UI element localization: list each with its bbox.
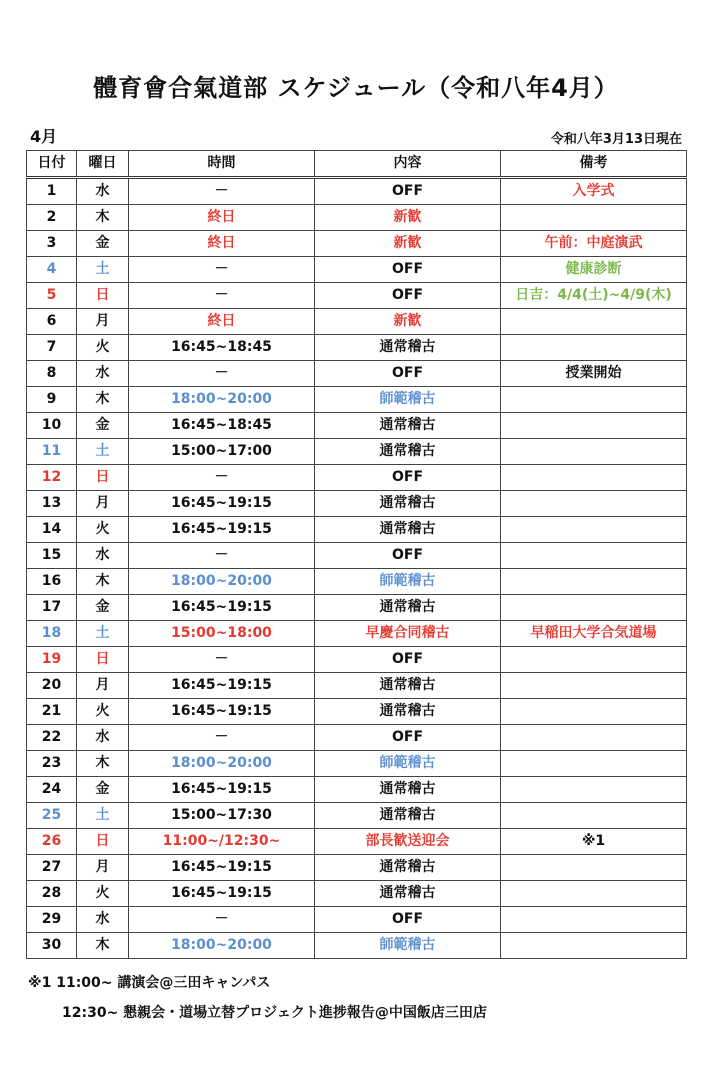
row-time: 16:45~19:15 <box>129 699 315 725</box>
row-date: 14 <box>27 517 77 543</box>
row-date: 26 <box>27 829 77 855</box>
row-time: － <box>129 283 315 309</box>
row-remarks <box>501 439 687 465</box>
row-time: － <box>129 465 315 491</box>
row-remarks: 健康診断 <box>501 257 687 283</box>
table-row <box>27 569 687 595</box>
row-remarks <box>501 387 687 413</box>
header-weekday: 曜日 <box>77 151 129 178</box>
row-content: 部長歓送迎会 <box>315 829 501 855</box>
header-date: 日付 <box>27 151 77 178</box>
row-remarks: 午前：中庭演武 <box>501 231 687 257</box>
row-time: 18:00~20:00 <box>129 387 315 413</box>
row-date: 23 <box>27 751 77 777</box>
table-row <box>27 803 687 829</box>
row-content: OFF <box>315 907 501 933</box>
row-remarks <box>501 465 687 491</box>
row-weekday: 金 <box>77 413 129 439</box>
row-time: － <box>129 361 315 387</box>
row-date: 15 <box>27 543 77 569</box>
row-weekday: 水 <box>77 907 129 933</box>
row-date: 25 <box>27 803 77 829</box>
row-date: 3 <box>27 231 77 257</box>
row-content: 通常稽古 <box>315 517 501 543</box>
row-content: 通常稽古 <box>315 491 501 517</box>
row-content: OFF <box>315 178 501 205</box>
page-title: 體育會合氣道部 スケジュール（令和八年4月） <box>93 74 619 102</box>
row-remarks: 入学式 <box>501 178 687 205</box>
row-weekday: 金 <box>77 777 129 803</box>
row-time: 終日 <box>129 309 315 335</box>
row-time: － <box>129 178 315 205</box>
row-weekday: 月 <box>77 309 129 335</box>
row-content: 通常稽古 <box>315 881 501 907</box>
table-row <box>27 361 687 387</box>
row-date: 2 <box>27 205 77 231</box>
row-content: 師範稽古 <box>315 933 501 959</box>
row-time: 15:00~18:00 <box>129 621 315 647</box>
table-row <box>27 283 687 309</box>
row-weekday: 土 <box>77 257 129 283</box>
table-row <box>27 933 687 959</box>
footnote-line-2: 12:30~ 懇親会・道場立替プロジェクト進捗報告@中国飯店三田店 <box>62 1005 487 1021</box>
row-time: 18:00~20:00 <box>129 569 315 595</box>
row-remarks <box>501 725 687 751</box>
row-remarks <box>501 803 687 829</box>
row-remarks: ※1 <box>501 829 687 855</box>
table-row <box>27 699 687 725</box>
table-row <box>27 855 687 881</box>
row-date: 16 <box>27 569 77 595</box>
footnotes <box>28 968 487 1028</box>
row-content: 通常稽古 <box>315 595 501 621</box>
row-remarks <box>501 699 687 725</box>
row-remarks <box>501 335 687 361</box>
row-remarks <box>501 647 687 673</box>
row-time: 16:45~19:15 <box>129 855 315 881</box>
row-date: 30 <box>27 933 77 959</box>
table-row <box>27 829 687 855</box>
table-row <box>27 647 687 673</box>
row-weekday: 日 <box>77 283 129 309</box>
schedule-table <box>26 150 687 959</box>
row-remarks <box>501 543 687 569</box>
row-time: 16:45~19:15 <box>129 777 315 803</box>
table-row <box>27 491 687 517</box>
row-content: 新歓 <box>315 231 501 257</box>
as-of-date: 令和八年3月13日現在 <box>550 132 682 147</box>
row-content: OFF <box>315 361 501 387</box>
row-content: 師範稽古 <box>315 751 501 777</box>
row-time: 18:00~20:00 <box>129 751 315 777</box>
table-row <box>27 465 687 491</box>
row-content: OFF <box>315 257 501 283</box>
row-weekday: 日 <box>77 465 129 491</box>
row-weekday: 木 <box>77 751 129 777</box>
row-remarks <box>501 517 687 543</box>
row-time: 16:45~19:15 <box>129 517 315 543</box>
table-row <box>27 881 687 907</box>
row-date: 20 <box>27 673 77 699</box>
row-weekday: 火 <box>77 881 129 907</box>
table-row <box>27 257 687 283</box>
row-content: 新歓 <box>315 205 501 231</box>
row-time: － <box>129 725 315 751</box>
row-content: 通常稽古 <box>315 803 501 829</box>
row-date: 10 <box>27 413 77 439</box>
row-content: OFF <box>315 543 501 569</box>
row-remarks <box>501 907 687 933</box>
row-weekday: 月 <box>77 855 129 881</box>
row-weekday: 月 <box>77 491 129 517</box>
row-date: 27 <box>27 855 77 881</box>
row-remarks <box>501 569 687 595</box>
row-weekday: 水 <box>77 178 129 205</box>
row-content: OFF <box>315 283 501 309</box>
row-content: 通常稽古 <box>315 699 501 725</box>
row-weekday: 火 <box>77 517 129 543</box>
row-remarks <box>501 205 687 231</box>
row-date: 9 <box>27 387 77 413</box>
row-remarks <box>501 673 687 699</box>
row-content: OFF <box>315 647 501 673</box>
table-row <box>27 543 687 569</box>
table-row <box>27 309 687 335</box>
row-time: 終日 <box>129 205 315 231</box>
row-remarks <box>501 491 687 517</box>
schedule-body <box>27 178 687 959</box>
row-time: 11:00~/12:30~ <box>129 829 315 855</box>
row-weekday: 木 <box>77 569 129 595</box>
row-content: 通常稽古 <box>315 413 501 439</box>
row-date: 22 <box>27 725 77 751</box>
row-date: 5 <box>27 283 77 309</box>
row-remarks <box>501 595 687 621</box>
row-weekday: 土 <box>77 803 129 829</box>
row-remarks <box>501 751 687 777</box>
row-date: 11 <box>27 439 77 465</box>
row-date: 13 <box>27 491 77 517</box>
table-row <box>27 595 687 621</box>
row-content: 師範稽古 <box>315 569 501 595</box>
row-time: － <box>129 647 315 673</box>
row-remarks <box>501 777 687 803</box>
row-remarks <box>501 933 687 959</box>
row-remarks <box>501 413 687 439</box>
table-row <box>27 907 687 933</box>
row-date: 12 <box>27 465 77 491</box>
row-content: 通常稽古 <box>315 855 501 881</box>
row-content: OFF <box>315 725 501 751</box>
row-weekday: 水 <box>77 725 129 751</box>
row-content: 通常稽古 <box>315 673 501 699</box>
row-time: 18:00~20:00 <box>129 933 315 959</box>
row-date: 28 <box>27 881 77 907</box>
row-weekday: 木 <box>77 933 129 959</box>
row-weekday: 水 <box>77 543 129 569</box>
row-weekday: 水 <box>77 361 129 387</box>
header-remarks: 備考 <box>501 151 687 178</box>
row-date: 17 <box>27 595 77 621</box>
row-time: 16:45~19:15 <box>129 595 315 621</box>
row-remarks: 早稲田大学合気道場 <box>501 621 687 647</box>
row-time: － <box>129 907 315 933</box>
row-content: 師範稽古 <box>315 387 501 413</box>
row-date: 7 <box>27 335 77 361</box>
footnote-line-1: ※1 11:00~ 講演会@三田キャンパス <box>28 975 271 991</box>
row-weekday: 日 <box>77 647 129 673</box>
row-weekday: 火 <box>77 699 129 725</box>
row-time: 終日 <box>129 231 315 257</box>
row-time: 16:45~19:15 <box>129 491 315 517</box>
table-row <box>27 205 687 231</box>
row-date: 1 <box>27 178 77 205</box>
row-weekday: 金 <box>77 231 129 257</box>
row-weekday: 金 <box>77 595 129 621</box>
header-content: 内容 <box>315 151 501 178</box>
row-date: 21 <box>27 699 77 725</box>
row-date: 6 <box>27 309 77 335</box>
row-weekday: 土 <box>77 621 129 647</box>
row-content: 通常稽古 <box>315 439 501 465</box>
row-date: 19 <box>27 647 77 673</box>
row-remarks <box>501 855 687 881</box>
row-content: 早慶合同稽古 <box>315 621 501 647</box>
row-date: 29 <box>27 907 77 933</box>
row-date: 18 <box>27 621 77 647</box>
row-content: 新歓 <box>315 309 501 335</box>
month-label: 4月 <box>30 127 58 146</box>
row-time: － <box>129 257 315 283</box>
table-row <box>27 751 687 777</box>
table-row <box>27 439 687 465</box>
row-weekday: 月 <box>77 673 129 699</box>
row-content: OFF <box>315 465 501 491</box>
row-time: 16:45~19:15 <box>129 881 315 907</box>
row-time: 15:00~17:30 <box>129 803 315 829</box>
row-weekday: 日 <box>77 829 129 855</box>
row-weekday: 土 <box>77 439 129 465</box>
row-content: 通常稽古 <box>315 335 501 361</box>
row-weekday: 木 <box>77 205 129 231</box>
table-row <box>27 178 687 205</box>
table-row <box>27 673 687 699</box>
table-row <box>27 387 687 413</box>
table-row <box>27 725 687 751</box>
row-remarks: 日吉：4/4(土)~4/9(木) <box>501 283 687 309</box>
row-date: 24 <box>27 777 77 803</box>
row-time: － <box>129 543 315 569</box>
row-time: 16:45~18:45 <box>129 413 315 439</box>
row-time: 16:45~19:15 <box>129 673 315 699</box>
row-remarks: 授業開始 <box>501 361 687 387</box>
table-row <box>27 777 687 803</box>
header-time: 時間 <box>129 151 315 178</box>
table-row <box>27 413 687 439</box>
row-weekday: 木 <box>77 387 129 413</box>
table-row <box>27 335 687 361</box>
row-time: 16:45~18:45 <box>129 335 315 361</box>
row-remarks <box>501 881 687 907</box>
table-header-row <box>27 151 687 178</box>
row-date: 4 <box>27 257 77 283</box>
table-row <box>27 621 687 647</box>
table-row <box>27 517 687 543</box>
row-remarks <box>501 309 687 335</box>
row-date: 8 <box>27 361 77 387</box>
row-time: 15:00~17:00 <box>129 439 315 465</box>
table-row <box>27 231 687 257</box>
row-weekday: 火 <box>77 335 129 361</box>
row-content: 通常稽古 <box>315 777 501 803</box>
